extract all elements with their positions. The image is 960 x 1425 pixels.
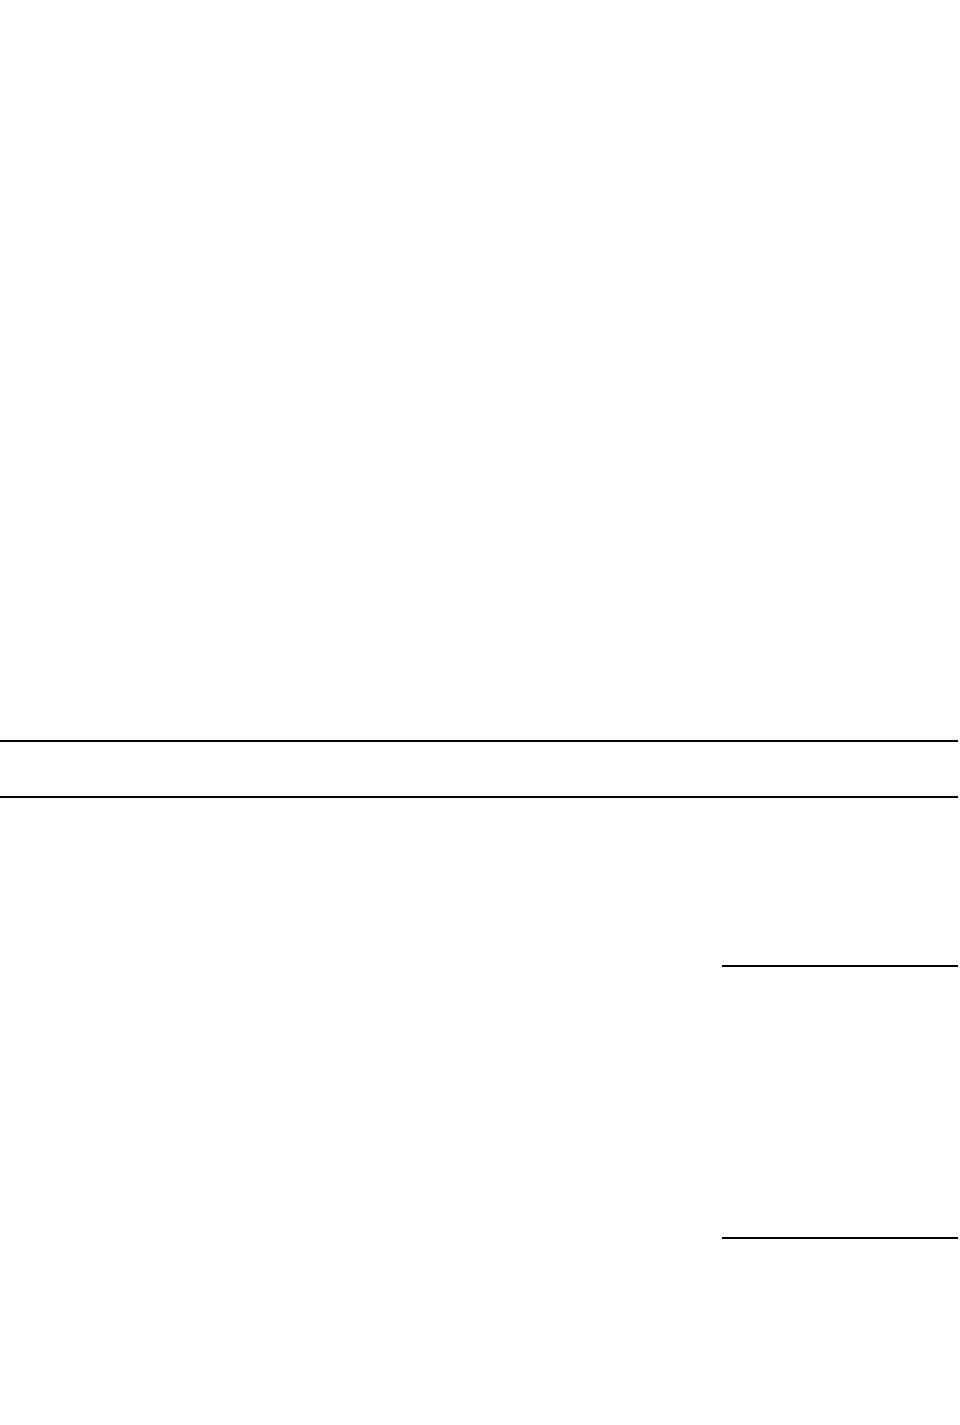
col-header-adjusted-share: [810, 356, 932, 380]
divider: [722, 1237, 958, 1239]
col-header-part: [615, 356, 677, 380]
divider: [0, 740, 958, 742]
divider: [722, 965, 958, 967]
divider: [0, 796, 958, 798]
